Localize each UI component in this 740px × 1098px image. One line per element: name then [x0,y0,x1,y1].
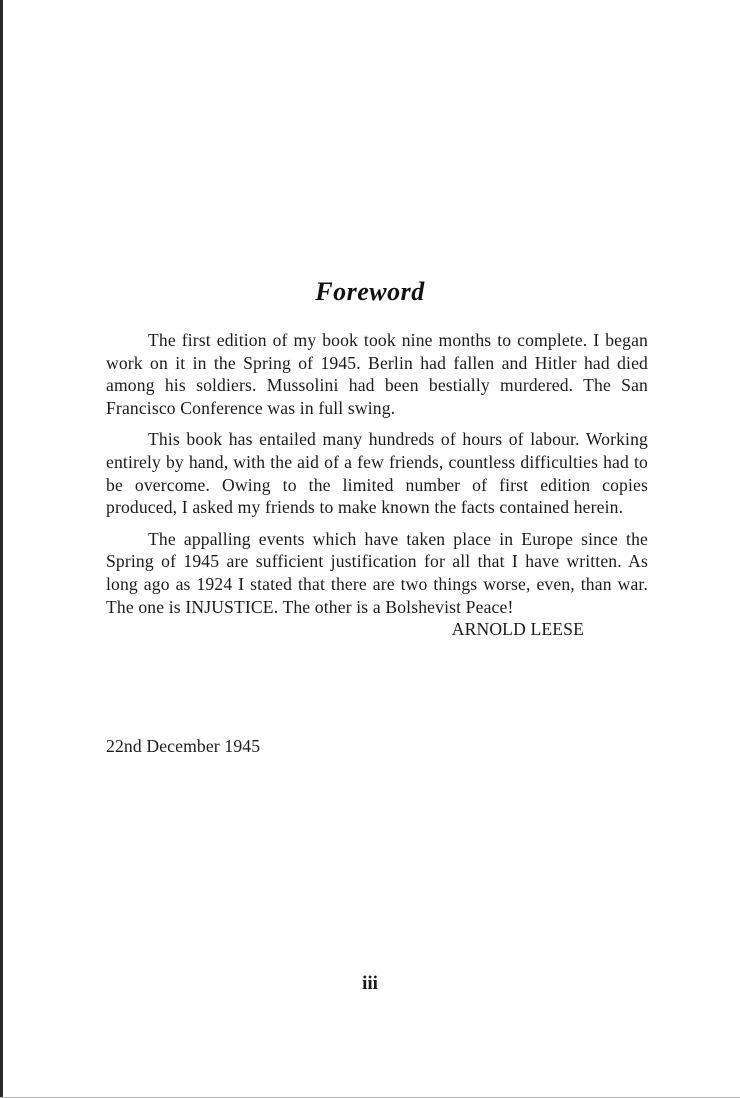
paragraph-2: This book has entailed many hundreds of hours of labour. Working entirely by hand, with the aid of a few friends, countless difficulties had to be overcome. Owing to the limited number of first edition copies produced, I asked my friends to make known the facts contained herein. [106,429,648,518]
page-title: Foreword [315,277,425,306]
paragraph-1: The first edition of my book took nine months to complete. I began work on it in the Spring of 1945. Berlin had fallen and Hitler had died among his soldiers. Mussolini had been bestially murdered. The San Francisco Conference was in full swing. [106,330,648,418]
paragraph-3: The appalling events which have taken place in Europe since the Spring of 1945 are sufficient justification for all that I have written. As long ago as 1924 I stated that there are two things worse, even, than war. The one is INJUSTICE. The other is a Bolshevist Peace! [106,528,648,617]
foreword-body [106,329,648,641]
page-left-border [0,0,3,1098]
foreword-date: 22nd December 1945 [106,736,261,756]
author-signature: ARNOLD LEESE [451,619,584,640]
page-number: iii [362,973,378,994]
